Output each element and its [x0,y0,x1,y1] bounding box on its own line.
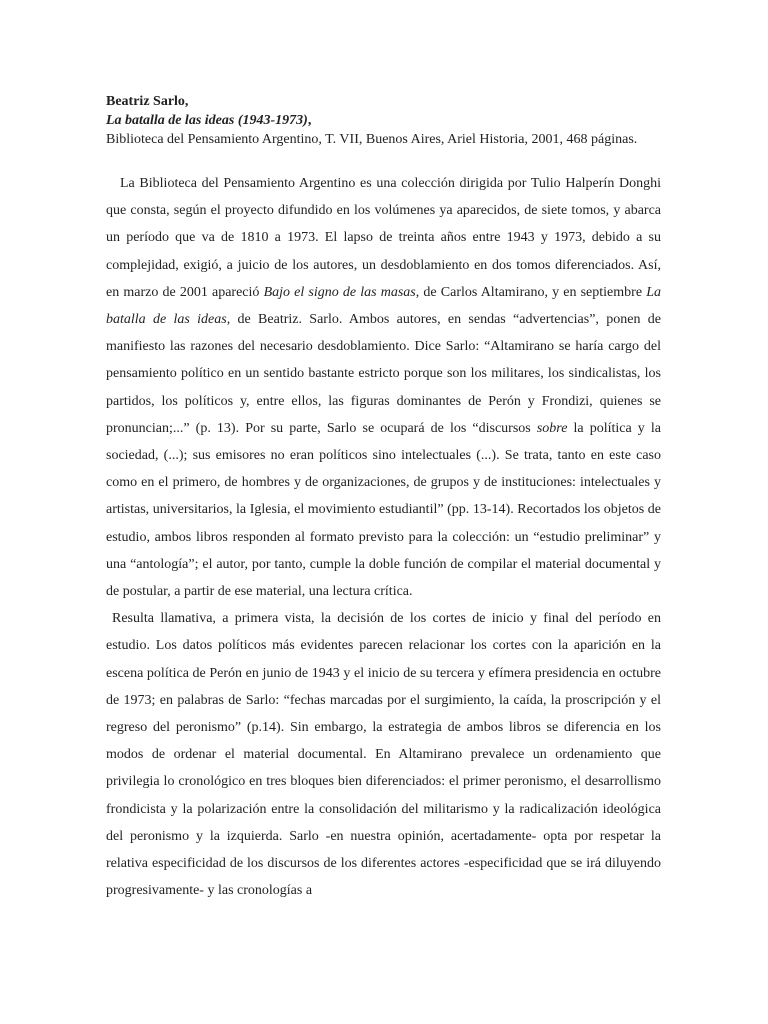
paragraph-1-segment: La Biblioteca del Pensamiento Argentino es una colección dirigida por Tulio Halperín Donghi que consta, según el proyecto difundido en los volúmenes ya aparecidos, de siete tomos, y abarca un período que va de 1810 a 1973. El lapso de treinta años entre 1943 y 1973, debido a su complejidad, exigió, a juicio de los autores, un desdoblamiento en dos tomos diferenciados. Así, en marzo de 2001 apareció [106,176,661,300]
paragraph-1-italic-title: La batalla de las ideas [106,284,661,328]
book-title-text: La batalla de las ideas (1943-1973) [106,113,308,128]
paragraph-2-segment: Resulta llamativa, a primera vista, la decisión de los cortes de inicio y final del período en estudio. Los datos políticos más evidentes parecen relacionar los cortes con la aparición en la escena política de Perón en junio de 1943 y el inicio de su tercera y efímera presidencia en octubre de 1973; en palabras de Sarlo: “fechas marcadas por el surgimiento, la caída, la proscripción y el regreso del peronismo” (p.14). Sin embargo, la estrategia de ambos libros se diferencia en los modos de ordenar el material documental. En Altamirano prevalece un ordenamiento que privilegia lo cronológico en tres bloques bien diferenciados: el primer peronismo, el desarrollismo frondicista y la polarización entre la consolidación del militarismo y la radicalización ideológica del peronismo y la izquierda. Sarlo -en nuestra opinión, acertadamente- opta por respetar la relativa especificidad de los discursos de los diferentes actores -especificidad que se irá diluyendo progresivamente- y las cronologías a [106,611,661,899]
review-body [106,170,661,904]
document-page [106,92,661,904]
paragraph-1-italic-title: Bajo el signo de las masas [263,284,416,300]
review-author: Beatriz Sarlo, [106,94,189,109]
paragraph-1 [106,170,661,605]
paragraph-1-segment: , de Carlos Altamirano, y en septiembre [415,284,647,300]
paragraph-1-italic-word: sobre [536,420,568,436]
paragraph-1-segment: , de Beatriz. Sarlo. Ambos autores, en sendas “advertencias”, ponen de manifiesto las razones del necesario desdoblamiento. Dice Sarlo: “Altamirano se haría cargo del pensamiento político en un sentido bastante estricto porque son los militares, los sindicalistas, los partidos, los políticos y, entre ellos, las figuras dominantes de Perón y Frondizi, quienes se pronuncian;...” (p. 13). Por su parte, Sarlo se ocupará de los “discursos [106,312,661,436]
book-title-suffix: , [307,113,312,128]
paragraph-2 [106,605,661,904]
review-citation: Biblioteca del Pensamiento Argentino, T. VII, Buenos Aires, Ariel Historia, 2001, 468 páginas. [106,132,638,147]
review-book-title [106,111,661,130]
paragraph-1-segment: la política y la sociedad, (...); sus emisores no eran políticos sino intelectuales (...). Se trata, tanto en este caso como en el primero, de hombres y de organizaciones, de grupos y de instituciones: intelectuales y artistas, universitarios, la Iglesia, el movimiento estudiantil” (pp. 13-14). Recortados los objetos de estudio, ambos libros responden al formato previsto para la colección: un “estudio preliminar” y una “antología”; el autor, por tanto, cumple la doble función de compilar el material documental y de postular, a partir de ese material, una lectura crítica. [106,420,661,600]
